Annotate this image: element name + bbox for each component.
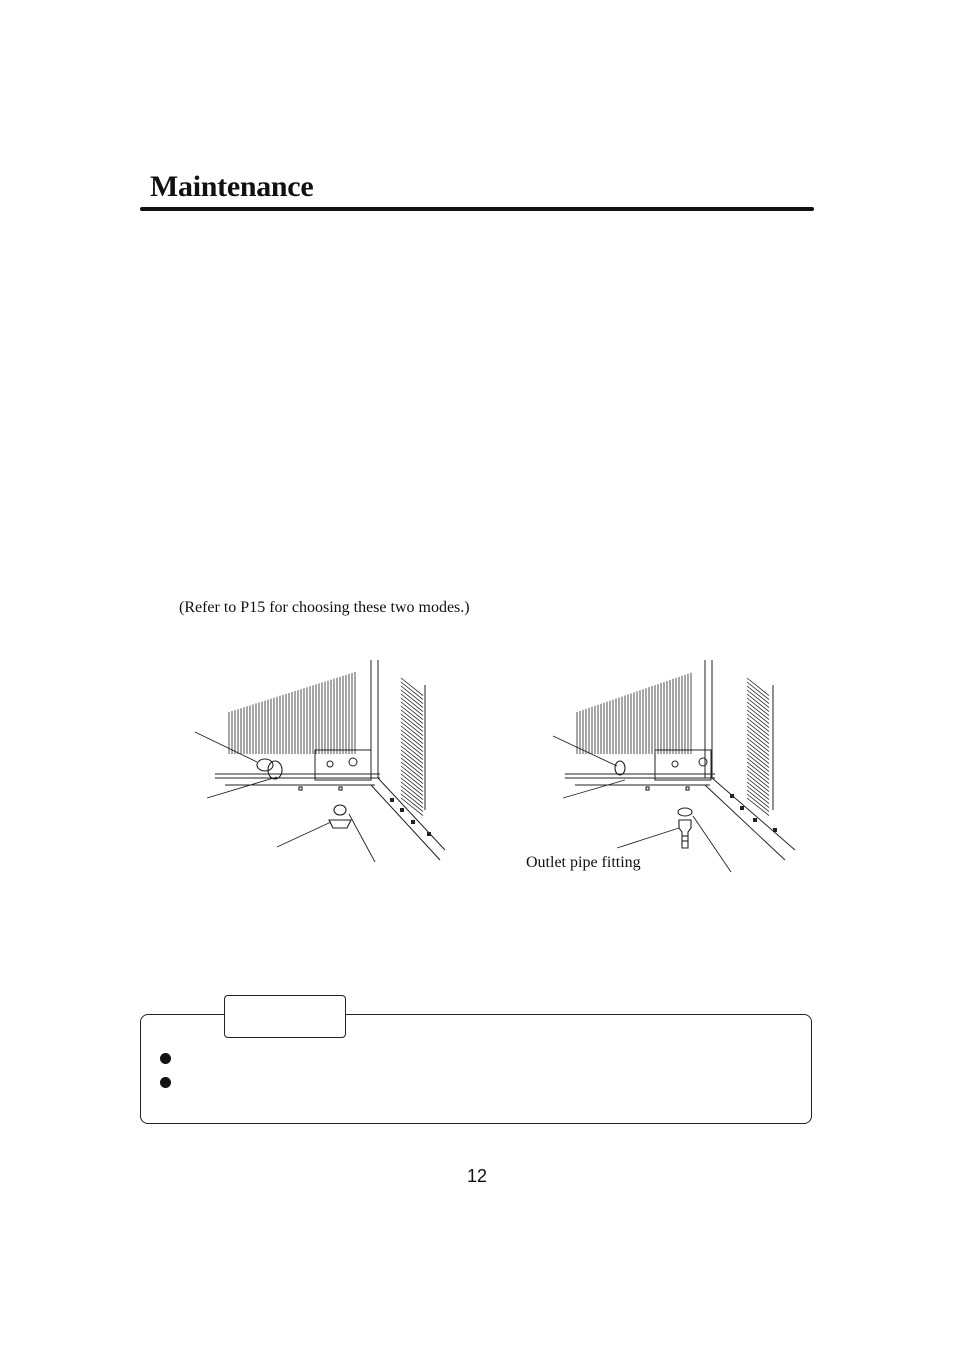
caution-tab [224,995,346,1038]
outlet-pipe-fitting-label: Outlet pipe fitting [526,854,641,871]
drain-plug-diagram [185,650,475,880]
title-rule [140,207,814,211]
cooling-fins [577,673,691,754]
refer-note: (Refer to P15 for choosing these two modes.) [179,599,470,616]
outlet-pipe-diagram [545,650,815,880]
bullet-icon [160,1077,171,1088]
bullet-icon [160,1053,171,1064]
page-title: Maintenance [150,170,314,203]
page-number: 12 [466,1166,488,1186]
cooling-fins [229,672,355,754]
